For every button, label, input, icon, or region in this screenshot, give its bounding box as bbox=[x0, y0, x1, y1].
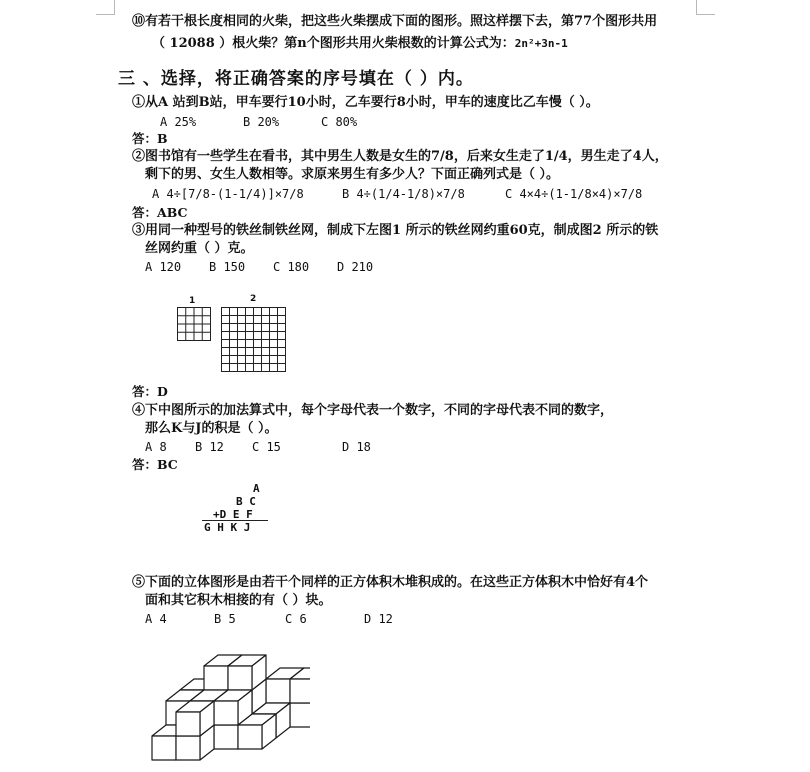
q2-option-b: B 4÷(1/4-1/8)×7/8 bbox=[342, 187, 465, 201]
crop-mark-top-left bbox=[96, 0, 115, 15]
q5-line1: ⑤下面的立体图形是由若干个同样的正方体积木堆积成的。在这些正方体积木中恰好有4个 bbox=[132, 575, 649, 590]
q2-line1: ②图书馆有一些学生在看书，其中男生人数是女生的7/8，后来女生走了1/4，男生走了4人， bbox=[132, 149, 668, 164]
q5-option-b: B 5 bbox=[214, 612, 236, 626]
q4-option-a: A 8 bbox=[145, 440, 167, 454]
q3-option-a: A 120 bbox=[145, 260, 182, 274]
q3-option-d: D 210 bbox=[337, 260, 374, 274]
q4-line1: ④下中图所示的加法算式中，每个字母代表一个数字，不同的字母代表不同的数字， bbox=[132, 403, 614, 418]
q2-option-c: C 4×4÷(1-1/8×4)×7/8 bbox=[505, 187, 643, 201]
q4-option-d: D 18 bbox=[342, 440, 371, 454]
cube-front-face bbox=[176, 736, 200, 760]
q4-option-c: C 15 bbox=[252, 440, 281, 454]
q4-answer: 答：BC bbox=[132, 457, 178, 472]
q2-answer: 答：ABC bbox=[132, 205, 188, 220]
q4-equation-row2: B C bbox=[236, 495, 256, 508]
section-heading: 三 、选择，将正确答案的序号填在（ ）内。 bbox=[118, 69, 474, 89]
crop-mark-top-right bbox=[696, 0, 715, 15]
q3-line1-text: ③用同一种型号的铁丝制铁丝网，制成下左图1 所示的铁丝网约重60克，制成图2 所示的铁 bbox=[132, 223, 659, 238]
q3-option-c: C 180 bbox=[273, 260, 310, 274]
q5-option-d: D 12 bbox=[364, 612, 393, 626]
cube-front-face bbox=[176, 712, 200, 736]
q3-figure1-grid bbox=[178, 308, 211, 341]
cube-front-face bbox=[266, 679, 290, 703]
cube-front-face bbox=[228, 666, 252, 690]
q1-line1: ①从A 站到B站，甲车要行10小时，乙车要行8小时，甲车的速度比乙车慢（ ）。 bbox=[132, 95, 599, 110]
cube-front-face bbox=[238, 725, 262, 749]
q4-option-b: B 12 bbox=[195, 440, 224, 454]
q1-option-b: B 20% bbox=[243, 115, 280, 129]
cube-front-face bbox=[214, 725, 238, 749]
q2-option-a: A 4÷[7/8-(1-1/4)]×7/8 bbox=[152, 187, 304, 201]
cube-front-face bbox=[290, 703, 310, 727]
q3-wire-mesh-figures bbox=[176, 306, 288, 374]
q5-cube-stack-figure bbox=[140, 640, 310, 772]
q10-line2 bbox=[152, 35, 568, 52]
q4-line2: 那么K与J的积是（ ）。 bbox=[145, 421, 278, 436]
cube-front-face bbox=[152, 736, 176, 760]
q3-figure2-label: 2 bbox=[250, 294, 257, 304]
q1-option-c: C 80% bbox=[321, 115, 358, 129]
q3-answer: 答：D bbox=[132, 384, 168, 399]
q5-option-c: C 6 bbox=[285, 612, 307, 626]
q1-option-a: A 25% bbox=[160, 115, 197, 129]
q2-line2: 剩下的男、女生人数相等。求原来男生有多少人？下面正确列式是（ ）。 bbox=[145, 167, 560, 182]
q3-figure1-label: 1 bbox=[189, 296, 196, 306]
q10-formula: 2n²+3n-1 bbox=[514, 37, 568, 50]
q3-line2: 丝网约重（ ）克。 bbox=[145, 241, 254, 256]
q10-line2-text: （ 12088 ）根火柴？第n个图形共用火柴根数的计算公式为： bbox=[152, 36, 515, 51]
q3-figure2-grid bbox=[222, 308, 286, 372]
q4-equation-row3: +D E F bbox=[213, 508, 253, 521]
q5-option-a: A 4 bbox=[145, 612, 167, 626]
q3-option-b: B 150 bbox=[209, 260, 246, 274]
cube-front-face bbox=[290, 679, 310, 703]
q5-line2: 面和其它积木相接的有（ ）块。 bbox=[145, 593, 332, 608]
q4-equation-row4: G H K J bbox=[204, 521, 251, 534]
q4-equation-row1: A bbox=[253, 482, 260, 495]
q1-answer: 答：B bbox=[132, 131, 168, 146]
cube-front-face bbox=[214, 701, 238, 725]
q10-line1: ⑩有若干根长度相同的火柴，把这些火柴摆成下面的图形。照这样摆下去，第77个图形共用 bbox=[132, 14, 658, 29]
q3-line1 bbox=[132, 222, 658, 239]
cube-front-face bbox=[204, 666, 228, 690]
